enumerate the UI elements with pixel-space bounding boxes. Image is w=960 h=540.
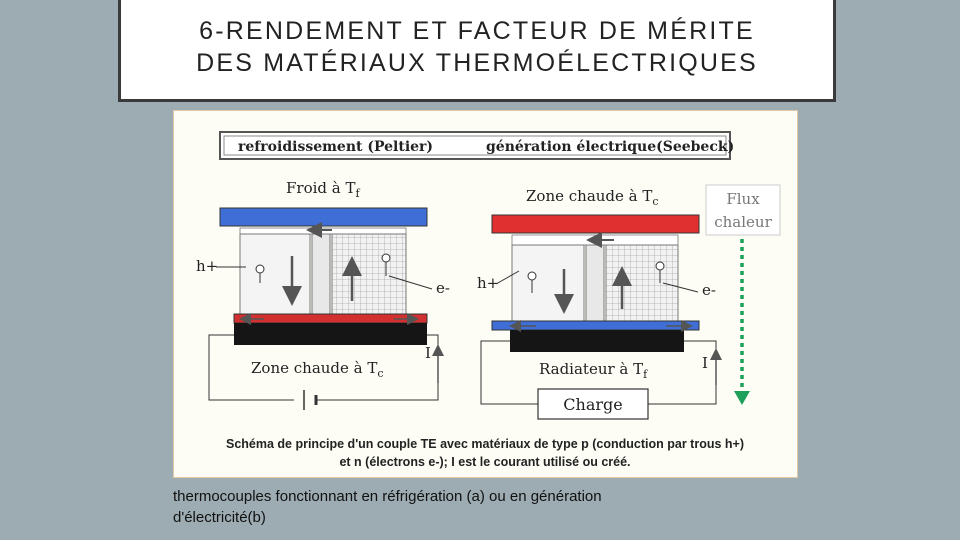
peltier-cold-plate: [220, 208, 427, 226]
figure-caption: [173, 486, 733, 528]
seebeck-n-leg: [606, 245, 678, 321]
caption-line-2: d'électricité(b): [173, 509, 266, 526]
peltier-n-leg: [332, 234, 406, 314]
caption-line-1: thermocouples fonctionnant en réfrigération (a) ou en génération: [173, 488, 602, 505]
peltier-hole-label: h+: [196, 257, 219, 275]
seebeck-heatsink: [510, 330, 684, 352]
seebeck-current-label: I: [702, 354, 708, 372]
seebeck-hot-plate: [492, 215, 699, 233]
seebeck-device: [477, 185, 780, 419]
thermoelectric-diagram: [174, 111, 797, 477]
heat-flux-label-line1: Flux: [726, 190, 760, 208]
peltier-hot-label: Zone chaude à $T_c$: [251, 359, 384, 380]
peltier-electron-label: e-: [436, 279, 450, 297]
seebeck-radiator-label: Radiateur à $T_f$: [539, 360, 648, 381]
seebeck-p-leg: [512, 245, 584, 321]
peltier-cold-label: Froid à $T_f$: [286, 179, 360, 200]
figure-legend-line-2: et n (électrons e-); I est le courant utilisé ou créé.: [339, 455, 631, 469]
figure-legend-line-1: Schéma de principe d'un couple TE avec matériaux de type p (conduction par trous h+): [225, 437, 745, 451]
load-label: Charge: [563, 395, 623, 414]
seebeck-electron-label: e-: [702, 281, 716, 299]
slide-title-line-2: DES MATÉRIAUX THERMOÉLECTRIQUES: [196, 49, 758, 77]
heat-flux-label-line2: chaleur: [714, 213, 772, 231]
seebeck-hot-label: Zone chaude à $T_c$: [526, 187, 659, 208]
peltier-current-label: I: [425, 344, 431, 362]
peltier-device: [196, 179, 450, 410]
header-seebeck-label: génération électrique(Seebeck): [486, 139, 735, 155]
slide-title-line-1: 6-RENDEMENT ET FACTEUR DE MÉRITE: [199, 17, 755, 45]
seebeck-hole-label: h+: [477, 274, 500, 292]
header-peltier-label: refroidissement (Peltier): [238, 139, 434, 155]
peltier-heatsink: [234, 323, 427, 345]
title-box: [118, 0, 836, 102]
thermoelectric-figure: [173, 110, 798, 478]
peltier-p-leg: [240, 234, 310, 314]
figure-header: [220, 132, 734, 159]
